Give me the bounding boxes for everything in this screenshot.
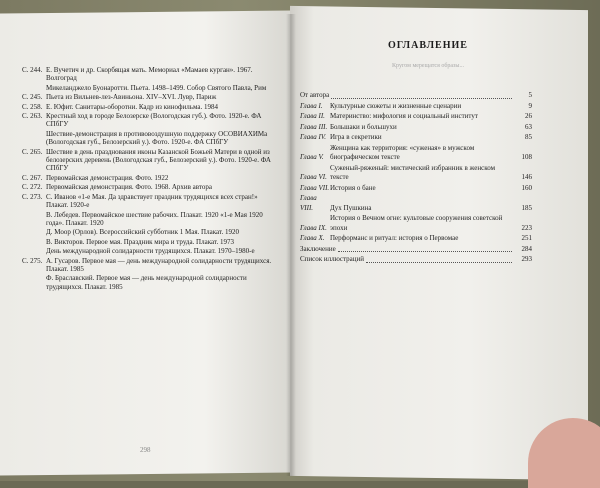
- illustration-entry: [22, 183, 280, 191]
- illustration-caption: А. Гусаров. Первое мая — день международной солидарности трудящихся. Плакат. 1985: [46, 256, 272, 273]
- illustration-page-ref: С. 265.: [22, 147, 43, 156]
- illustration-page-ref: С. 263.: [22, 112, 43, 121]
- toc-chapter-title: Культурные сюжеты и жизненные сценарии: [330, 101, 462, 110]
- toc-chapter-title: Игра в секретики: [330, 133, 382, 141]
- toc-row: [300, 245, 532, 255]
- illustration-entry: [22, 84, 280, 92]
- toc-page-number: 160: [521, 183, 532, 192]
- illustration-caption: Первомайская демонстрация. Фото. 1922: [46, 173, 169, 182]
- toc-chapter-title: Перформанс и ритуал: история о Первомае: [330, 234, 459, 242]
- illustration-entry: [22, 66, 280, 83]
- toc-row: [300, 164, 532, 183]
- illustration-page-ref: С. 267.: [22, 173, 43, 182]
- toc-page-number: 251: [521, 234, 532, 242]
- toc-chapter-label: Глава V.: [300, 153, 324, 161]
- toc-page-number: 223: [521, 223, 532, 232]
- toc-leader-dots: [366, 262, 512, 263]
- illustration-caption: Шествие в день празднования иконы Казанской Божьей Матери в одной из белозерских деревень (Вологодская губ., Белозерский у.). Фото. 1920-е. ФА СПбГУ: [46, 147, 271, 173]
- illustration-entry: [22, 193, 280, 210]
- illustration-caption: Пьета из Вильнев-лез-Авиньона. XIV–XVI. Лувр, Париж: [46, 93, 217, 102]
- toc-epigraph: Кругом мерещатся образы...: [392, 63, 464, 69]
- illustration-page-ref: [22, 228, 46, 236]
- toc-row: [300, 184, 532, 194]
- toc-row: [300, 234, 532, 244]
- toc-row: [300, 133, 532, 143]
- illustration-caption: Е. Вучетич и др. Скорбящая мать. Мемориал «Мамаев курган». 1967. Волгоград: [46, 66, 253, 83]
- toc-page-number: 293: [521, 255, 532, 263]
- illustration-entry: [22, 148, 280, 173]
- illustration-caption: Шествие-демонстрация в противовоздушную поддержку ОСОВИАХИМа (Вологодская губ., Белозерский у.). Фото. 1920-е. ФА СПбГУ: [46, 129, 268, 147]
- toc-chapter-title: История о Вечном огне: культовые сооружения советской эпохи: [330, 214, 503, 232]
- illustration-caption: Крестный ход в городе Белозерске (Вологодская губ.). Фото. 1920-е. ФА СПбГУ: [46, 112, 262, 129]
- toc-chapter-label: Заключение: [300, 244, 336, 253]
- toc-chapter-title: Материнство: мифология и социальный институт: [330, 112, 478, 120]
- illustration-entry: [22, 174, 280, 182]
- illustration-entry: [22, 103, 280, 111]
- toc-chapter-label: Глава VII.: [300, 183, 330, 192]
- toc-list: [300, 91, 532, 265]
- toc-leader-dots: [338, 251, 512, 252]
- toc-row: [300, 214, 532, 233]
- toc-chapter-label: Список иллюстраций: [300, 255, 364, 263]
- toc-chapter-label: Глава IV.: [300, 133, 326, 141]
- illustration-caption: День международной солидарности трудящихся. Плакат. 1970–1980-е: [46, 247, 255, 256]
- illustration-page-ref: [22, 211, 46, 228]
- toc-page-number: 63: [525, 122, 532, 131]
- illustration-caption: В. Лебедев. Первомайское шествие рабочих. Плакат. 1920 «1-е Мая 1920 года». Плакат. 1920: [46, 210, 263, 227]
- toc-page-number: 26: [525, 112, 532, 120]
- toc-chapter-label: Глава VIII.: [300, 194, 317, 212]
- illustration-entry: [22, 274, 280, 291]
- illustration-page-ref: [22, 247, 46, 255]
- illustration-entry: [22, 228, 280, 236]
- illustration-caption: Микеланджело Буонаротти. Пьета. 1498–1499. Собор Святого Павла, Рим: [46, 83, 267, 92]
- toc-chapter-title: Дух Пушкина: [330, 203, 372, 212]
- toc-chapter-title: Женщина как территория: «суженая» в мужском биографическом тексте: [330, 143, 475, 161]
- toc-row: [300, 102, 532, 112]
- illustration-page-ref: С. 275.: [22, 256, 43, 265]
- toc-page-number: 9: [528, 101, 532, 110]
- illustration-entry: [22, 247, 280, 255]
- toc-row: [300, 255, 532, 265]
- illustration-page-ref: [22, 274, 46, 291]
- toc-leader-dots: [331, 98, 512, 99]
- table-of-contents: [300, 40, 532, 266]
- toc-chapter-label: Глава I.: [300, 101, 323, 110]
- toc-chapter-label: Глава VI.: [300, 173, 327, 181]
- illustration-page-ref: [22, 238, 46, 246]
- illustration-entry: [22, 112, 280, 129]
- toc-row: [300, 91, 532, 101]
- illustration-page-ref: [22, 130, 46, 147]
- illustration-entry: [22, 211, 280, 228]
- toc-page-number: 185: [521, 203, 532, 212]
- illustration-caption: С. Иванов «1-е Мая. Да здравствует праздник трудящихся всех стран!» Плакат. 1920-е: [46, 192, 258, 210]
- illustration-caption: Ф. Браславский. Первое мая — день международной солидарности трудящихся. Плакат. 1985: [46, 274, 247, 291]
- toc-page-number: 5: [528, 91, 532, 99]
- toc-chapter-title: Большаки и большухи: [330, 122, 397, 131]
- illustration-page-ref: С. 258.: [22, 102, 43, 111]
- illustration-page-ref: [22, 84, 46, 92]
- illustration-caption: Первомайская демонстрация. Фото. 1968. Архив автора: [46, 183, 212, 192]
- book-gutter: [286, 14, 296, 476]
- illustration-entry: [22, 257, 280, 274]
- toc-row: [300, 144, 532, 163]
- illustration-entry: [22, 93, 280, 101]
- toc-chapter-label: Глава II.: [300, 112, 325, 120]
- illustration-page-ref: С. 245.: [22, 93, 43, 102]
- illustration-list: [22, 66, 280, 292]
- toc-page-number: 284: [521, 244, 532, 253]
- illustration-caption: Д. Моор (Орлов). Всероссийский субботник 1 Мая. Плакат. 1920: [46, 228, 239, 237]
- illustration-caption: Е. Юфит. Санитары-оборотни. Кадр из кинофильма. 1984: [46, 102, 218, 111]
- illustration-page-ref: С. 272.: [22, 183, 43, 192]
- toc-page-number: 146: [521, 173, 532, 181]
- toc-row: [300, 123, 532, 133]
- toc-chapter-label: Глава IX.: [300, 223, 327, 232]
- toc-chapter-label: От автора: [300, 91, 330, 99]
- illustration-entry: [22, 238, 280, 246]
- toc-row: [300, 194, 532, 213]
- toc-chapter-label: Глава X.: [300, 234, 325, 242]
- illustration-entry: [22, 130, 280, 147]
- toc-row: [300, 112, 532, 122]
- toc-chapter-title: История о бане: [330, 183, 376, 192]
- toc-title: ОГЛАВЛЕНИЕ: [388, 40, 468, 51]
- left-page-number: 298: [140, 446, 151, 454]
- toc-chapter-title: Суженый-ряженый: мистический избранник в женском тексте: [330, 163, 496, 181]
- toc-page-number: 85: [525, 133, 532, 141]
- toc-page-number: 108: [521, 153, 532, 161]
- illustration-caption: В. Викторов. Первое мая. Праздник мира и труда. Плакат. 1973: [46, 237, 234, 246]
- illustration-page-ref: С. 244.: [22, 66, 43, 74]
- toc-chapter-label: Глава III.: [300, 122, 328, 131]
- illustration-page-ref: С. 273.: [22, 192, 43, 201]
